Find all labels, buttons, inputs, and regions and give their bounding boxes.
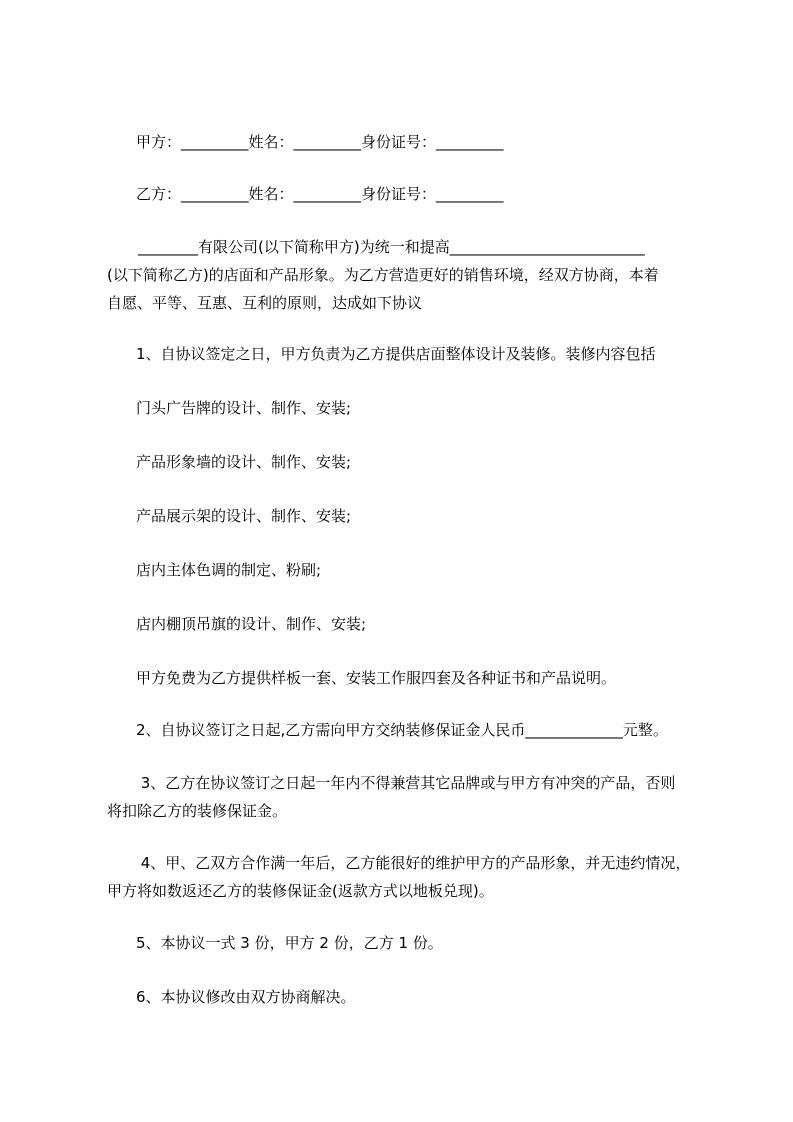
intro-line-3: 自愿、平等、互惠、互利的原则，达成如下协议 — [107, 294, 423, 312]
list-item-6: 甲方免费为乙方提供样板一套、安装工作服四套及各种证书和产品说明。 — [136, 669, 617, 687]
party-a-line: 甲方：_________姓名：_________身份证号：_________ — [136, 133, 504, 151]
intro-line-1: ________有限公司(以下简称甲方)为统一和提高__________________________ — [138, 238, 645, 256]
list-item-1: 门头广告牌的设计、制作、安装; — [136, 399, 352, 417]
clause-3 — [107, 769, 707, 825]
clause-5: 5、本协议一式 3 份，甲方 2 份，乙方 1 份。 — [136, 934, 443, 952]
clause-2: 2、自协议签订之日起,乙方需向甲方交纳装修保证金人民币_____________元整。 — [136, 721, 668, 739]
list-item-2: 产品形象墙的设计、制作、安装; — [136, 453, 352, 471]
list-item-3: 产品展示架的设计、制作、安装; — [136, 507, 352, 525]
party-b-line: 乙方：_________姓名：_________身份证号：_________ — [136, 185, 504, 203]
clause-4 — [107, 849, 707, 905]
clause-4-line-2: 甲方将如数返还乙方的装修保证金(返款方式以地板兑现)。 — [107, 882, 494, 900]
clause-3-line-1: 3、乙方在协议签订之日起一年内不得兼营其它品牌或与甲方有冲突的产品，否则 — [136, 774, 676, 792]
clause-6: 6、本协议修改由双方协商解决。 — [136, 988, 356, 1006]
list-item-4: 店内主体色调的制定、粉刷; — [136, 561, 322, 579]
clause-3-line-2: 将扣除乙方的装修保证金。 — [107, 802, 288, 820]
intro-paragraph — [107, 233, 707, 317]
intro-line-2: (以下简称乙方)的店面和产品形象。为乙方营造更好的销售环境，经双方协商，本着 — [107, 266, 659, 284]
list-item-5: 店内棚顶吊旗的设计、制作、安装; — [136, 615, 367, 633]
clause-1: 1、自协议签定之日，甲方负责为乙方提供店面整体设计及装修。装修内容包括 — [136, 345, 656, 363]
clause-4-line-1: 4、甲、乙双方合作满一年后，乙方能很好的维护甲方的产品形象，并无违约情况， — [136, 854, 691, 872]
